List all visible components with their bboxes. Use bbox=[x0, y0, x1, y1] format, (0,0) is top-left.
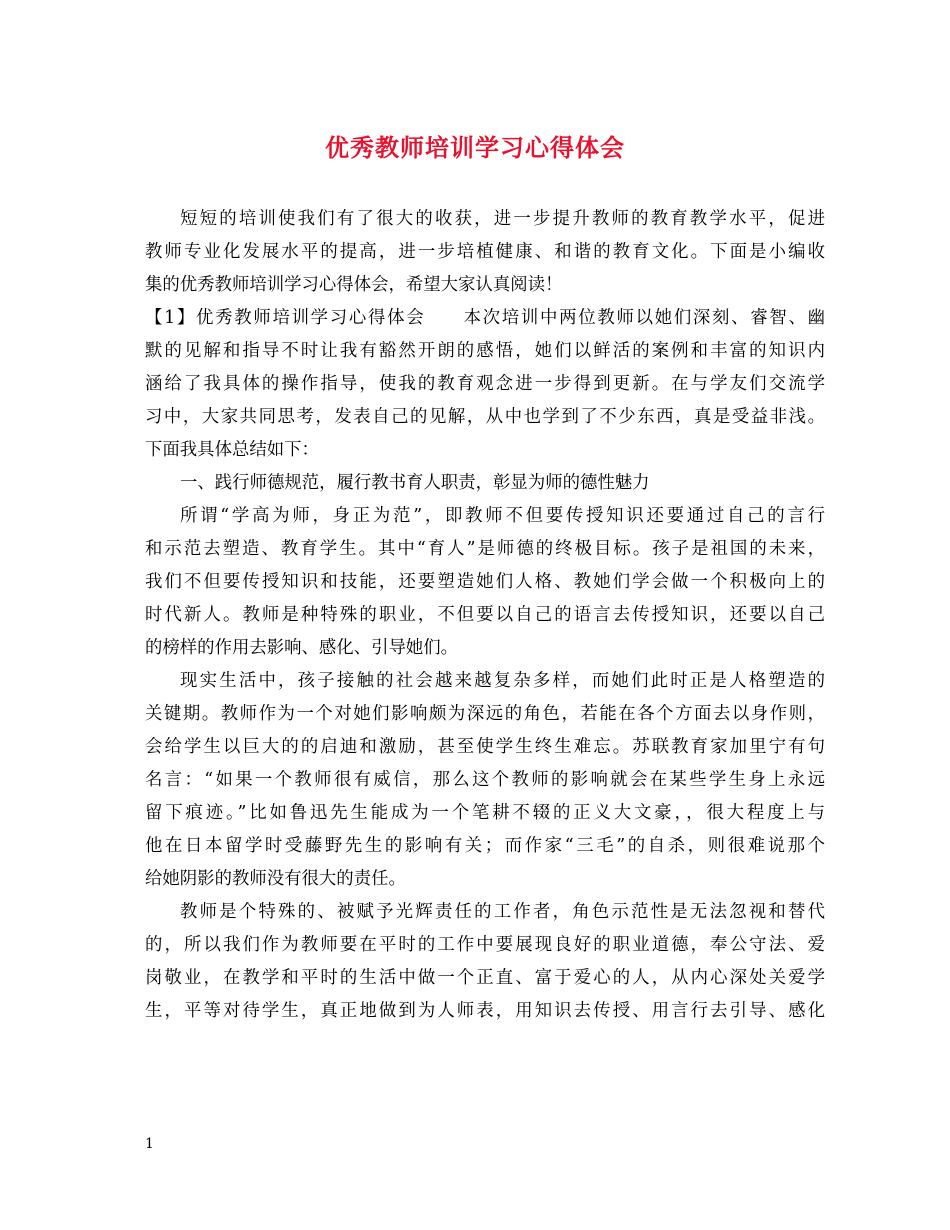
text-line: 的榜样的作用去影响、感化、引导她们。 bbox=[145, 638, 459, 658]
text-line: 短短的培训使我们有了很大的收获，进一步提升教师的教育教学水平，促进 bbox=[180, 209, 825, 229]
text-line: 所谓“学高为师，身正为范”，即教师不但要传授知识还要通过自己的言行 bbox=[180, 506, 825, 526]
text-line: 我们不但要传授知识和技能，还要塑造她们人格、教她们学会做一个积极向上的 bbox=[145, 572, 825, 592]
text-line: 下面我具体总结如下： bbox=[145, 440, 319, 460]
text-line: 生，平等对待学生，真正地做到为人师表，用知识去传授、用言行去引导、感化 bbox=[145, 1001, 825, 1021]
document-body bbox=[145, 203, 825, 1028]
text-line: 留下痕迹。”比如鲁迅先生能成为一个笔耕不辍的正义大文豪，，很大程度上与 bbox=[145, 803, 825, 823]
text-line: 教师是个特殊的、被赋予光辉责任的工作者，角色示范性是无法忽视和替代 bbox=[180, 902, 825, 922]
text-line: 和示范去塑造、教育学生。其中“育人”是师德的终极目标。孩子是祖国的未来， bbox=[145, 539, 825, 559]
text-line: 名言：“如果一个教师很有威信，那么这个教师的影响就会在某些学生身上永远 bbox=[145, 770, 825, 790]
text-line: 习中，大家共同思考，发表自己的见解，从中也学到了不少东西，真是受益非浅。 bbox=[145, 407, 825, 427]
text-line: 的，所以我们作为教师要在平时的工作中要展现良好的职业道德，奉公守法、爱 bbox=[145, 935, 825, 955]
text-line: 岗敬业，在教学和平时的生活中做一个正直、富于爱心的人，从内心深处关爱学 bbox=[145, 968, 825, 988]
text-line: 教师专业化发展水平的提高，进一步培植健康、和谐的教育文化。下面是小编收 bbox=[145, 242, 825, 262]
text-line: 给她阴影的教师没有很大的责任。 bbox=[145, 869, 406, 889]
text-line: 一、践行师德规范，履行教书育人职责，彰显为师的德性魅力 bbox=[180, 473, 650, 493]
text-line: 【1】优秀教师培训学习心得体会 本次培训中两位教师以她们深刻、睿智、幽 bbox=[145, 308, 825, 328]
text-line: 集的优秀教师培训学习心得体会，希望大家认真阅读！ bbox=[145, 275, 563, 295]
page-number: 1 bbox=[145, 1136, 154, 1152]
text-line: 他在日本留学时受藤野先生的影响有关；而作家“三毛”的自杀，则很难说那个 bbox=[145, 836, 825, 856]
document-title: 优秀教师培训学习心得体会 bbox=[325, 133, 625, 162]
text-line: 涵给了我具体的操作指导，使我的教育观念进一步得到更新。在与学友们交流学 bbox=[145, 374, 825, 394]
text-line: 会给学生以巨大的的启迪和激励，甚至使学生终生难忘。苏联教育家加里宁有句 bbox=[145, 737, 825, 757]
text-line: 关键期。教师作为一个对她们影响颇为深远的角色，若能在各个方面去以身作则， bbox=[145, 704, 825, 724]
text-line: 现实生活中，孩子接触的社会越来越复杂多样，而她们此时正是人格塑造的 bbox=[180, 671, 825, 691]
text-line: 时代新人。教师是种特殊的职业，不但要以自己的语言去传授知识，还要以自己 bbox=[145, 605, 825, 625]
text-line: 默的见解和指导不时让我有豁然开朗的感悟，她们以鲜活的案例和丰富的知识内 bbox=[145, 341, 825, 361]
